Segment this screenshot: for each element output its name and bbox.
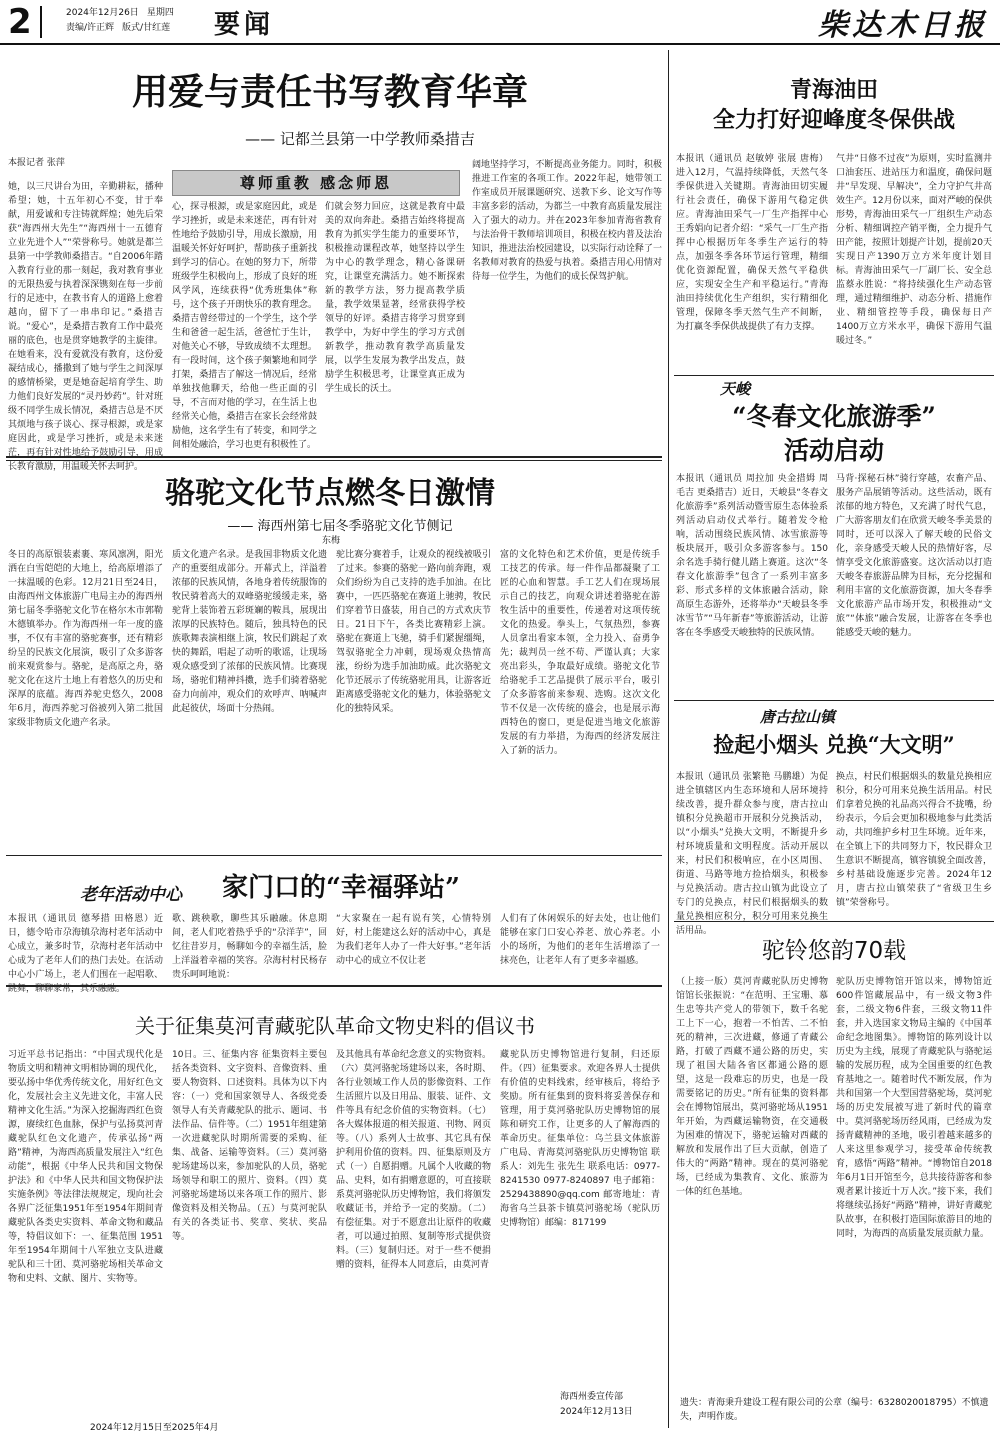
paper-name-logo: 柴达木日报 [818, 8, 988, 43]
article5-column-1: 冬日的高原银装素裹、寒风凛冽，阳光洒在白雪皑皑的大地上，给高原增添了一抹温暖的色彩。12月21日至24日，由海西州文体旅游广电局主办的海西州第七届冬季骆驼文化节在格尔木市郭勒木德镇举办。作为海西州一年一度的盛事，不仅有丰富的骆驼赛事，还有精彩纷呈的民族文化展演，吸引了众多游客前来观赏参与。骆驼，是高原之舟，骆驼文化在这片土地上有着悠久的历史和深厚的底蕴。海西养驼史悠久，2008年6月，海西养驼习俗被列入第二批国家级非物质文化遗产名录。 [8, 550, 163, 728]
article4-column-1: 本报讯（通讯员 张繁艳 马鹏雄）为促进全镇辖区内生态环境和人居环境持续改善，提升群众参与度，唐古拉山镇积分兑换超市开展积分兑换活动，以“小烟头”兑换大文明，不断提升乡村环境质量和文明程度。活动开展以来，村民们积极响应，在小区周围、街道、马路等地方捡拾烟头，积极参与兑换活动。唐古拉山镇为此设立了专门的兑换点，村民们根据烟头的数量兑换相应积分，积分可用来兑换生活用品。 [676, 772, 828, 936]
designer-credit: 版式/甘红莲 [122, 23, 171, 33]
article6-column-2: 歌、跳秧歌，聊些其乐融融。休息期间，老人们吃着热乎乎的“尕洋芋”，回忆往昔岁月，畅聊如今的幸福生活，脸上洋溢着幸福的笑容。尕海村村民杨存贵乐呵呵地说： [172, 914, 327, 980]
article6-column-1: 本报讯（通讯员 德琴措 田格恩）近日，德令哈市尕海镇尕海村老年活动中心成立，兼多时节，尕海村老年活动中心成为了老年人们的热门去处。在活动中心小广场上，老人们围在一起唱歌、跳舞，聊聊家常，其乐融融。 [8, 914, 163, 994]
editor-credit: 责编/许正辉 [66, 23, 115, 33]
article7-column-1: 习近平总书记指出：“中国式现代化是物质文明和精神文明相协调的现代化，要弘扬中华优秀传统文化，用好红色文化，发展社会主义先进文化，丰富人民精神文化生活。”为深入挖掘海西红色资源，赓续红色血脉，保护与弘扬莫河青藏驼队红色文化遗产，传承弘扬“两路”精神，为海西高质量发展注入“红色动能”，根据《中华人民共和国文物保护法》和《中华人民共和国文物保护法实施条例》等法律法规规定，现向社会各界广泛征集1951年至1954年期间青藏驼队各类史实资料、革命文物和藏品等，特倡议如下：一、征集范围 1951年至1954年期间十八军独立支队进藏驼队和三十团、莫河骆驼场相关革命文物和史料、文献、图片、实物等。 [8, 1050, 163, 1284]
article3-kicker: 天峻 [720, 380, 751, 398]
article5-author: 东梅 [322, 536, 341, 546]
masthead-meta [66, 6, 182, 36]
issue-date: 2024年12月26日 [66, 8, 139, 18]
article8-column-2: 驼队历史博物馆开馆以来，博物馆近600件馆藏展品中，有一级文物3件套，二级文物6件套，三级文物11件套，并入选国家文物局主编的《中国革命纪念地图集》。博物馆的陈列设计以历史为主线，展现了青藏驼队与骆驼运输的发展历程，成为全国重要的红色教育基地之一。随着时代不断发展，作为共和国第一个大型国营骆驼场，莫河驼场的历史发展被写进了新时代的篇章中。莫河骆驼场历经风雨，已经成为发扬青藏精神的圣地，吸引着越来越多的人来这里参观学习，接受革命传统教育，感悟“两路”精神。“博物馆自2018年6月1日开馆至今，总共接待游客和参观者累计接近十万人次。”接下来，我们将继续弘扬好“两路”精神，讲好青藏驼队故事，在积极打造国际旅游目的地的同时，为海西的高质量发展贡献力量。 [836, 977, 992, 1239]
article1-subtitle: —— 记都兰县第一中学教师桑措吉 [245, 130, 475, 148]
article1-byline: 本报记者 张萍 [8, 158, 65, 168]
column-divider-right [668, 50, 669, 1428]
article2-column-1: 本报讯（通讯员 赵敏婷 张展 唐梅）进入12月，气温持续降低，天然气冬季保供进入关键期。青海油田切实履行社会责任，确保下游用气稳定供应。青海油田采气一厂生产指挥中心王秀娟向记者介绍：“采气一厂生产指挥中心根据历年冬季生产运行的特点，加强冬季各环节运行管理，精细优化资源配置，确保天然气平稳供应，实现安全生产和平稳运行。”青海油田持续优化生产组织，实行精细化管理，保障冬季天然气生产不间断，为打赢冬季保供战提供了有力支撑。 [676, 154, 828, 332]
masthead [0, 0, 1000, 45]
article1-column-3: 们就会努力回应，这就是教育中最美的双向奔赴。桑措吉始终将提高教育为抓实学生能力的重要环节，积极推动课程改革，她坚持以学生为中心的教学理念，精心备课研究，让课堂充满活力。她不断探索新的教学方法，努力提高教学质量，教学效果显著，经常获得学校领导的好评。桑措吉将学习贯穿到教学中，为好中学生的学习方式创新教学，推动教育教学高质量发展，以学生发展为教学出发点，鼓励学生积极思考，让课堂真正成为学生成长的沃土。 [325, 202, 465, 394]
article6-column-4: 人们有了休闲娱乐的好去处，也让他们能够在家门口安心养老、放心养老。小小的场所，为他们的老年生活增添了一抹亮色，让老年人有了更多幸福感。 [500, 914, 660, 966]
article7-column-4: 藏驼队历史博物馆进行复制，归还原件。（四）征集要求。欢迎各界人士提供有价值的史料线索，经审核后，将给予奖励。所有征集到的资料将妥善保存和管理，用于莫河骆驼队历史博物馆的展陈和研究工作，让更多的人了解海西的革命历史。征集单位：乌兰县文体旅游广电局、青海莫河骆驼队历史博物馆 联系人：刘先生 张先生 联系电话：0977-8241530 0977-8240897 电子邮箱：2529438890@qq.com 邮寄地址：青海省乌兰县茶卡镇莫河骆驼场（驼队历史博物馆）邮编：817199 [500, 1050, 660, 1228]
article7-column-2: 10日。三、征集内容 征集资料主要包括各类资料、文字资料、音像资料、重要人物资料、口述资料。具体为以下内容：（一）党和国家领导人、各级党委领导人有关青藏驼队的批示、题词、书法作品、信件等。（二）1951年组建第一次进藏驼队时期所需要的采购、征集、战备、运输等资料。（三）莫河骆驼场建场以来，参加驼队的人员，骆驼场领导和职工的照片、资料。（四）莫河骆驼场建场以来各项工作的照片、影像资料及相关物品。（五）与莫河驼队有关的各类证书、奖章、奖状、奖品等。 [172, 1050, 327, 1242]
article7-column-3: 及其他具有革命纪念意义的实物资料。（六）莫河骆驼场建场以来，各时期、各行业领域工作人员的影像资料、工作生活照片以及日用品、服装、证件、文件等具有纪念价值的实物资料。（七）各大媒体报道的相关报道、刊物、网页等。（八）系列人士故事、其它具有保护利用价值的资料。四、征集原则及方式（一）自愿捐赠。凡属个人收藏的物品、史料，如有捐赠意愿的，可直接联系莫河骆驼队历史博物馆，我们将颁发收藏证书，并给予一定的奖励。（二）有偿征集。对于不愿意出让原件的收藏者，可以通过拍照、复制等形式提供资料。（三）复制归还。对于一些不便捐赠的资料，征得本人同意后，由莫河青 [336, 1050, 491, 1270]
article4-column-2: 换点，村民们根据烟头的数量兑换相应积分，积分可用来兑换生活用品。村民们拿着兑换的礼品高兴得合不拢嘴，纷纷表示，今后会更加积极地参与此类活动，共同维护乡村卫生环境。近年来，在全镇上下的共同努力下，牧民群众卫生意识不断提高，镇容镇貌全面改善，乡村基础设施逐步完善。2024年12月，唐古拉山镇荣获了“省级卫生乡镇”荣誉称号。 [836, 772, 992, 908]
issue-weekday: 星期四 [146, 8, 174, 18]
article6-title: 家门口的“幸福驿站” [222, 873, 460, 903]
article3-title-line-2: 活动启动 [783, 436, 884, 465]
article2-title [676, 75, 992, 135]
article2-column-2: 气井“日修不过夜”为原则，实时监测井口油套压、进站压力和温度，确保问题井“早发现、早解决”，全力守护气井高效生产。12月份以来，面对严峻的保供形势，青海油田采气一厂组织生产动态分析、精细调控产销平衡，全力提升气田产能，按照计划提产计划，提前20天实现日产1390万立方米年度计划目标。青海油田采气一厂副厂长、安全总监蔡永胜说：“将持续强化生产动态管理，通过精细维护、动态分析、措施作业、精细管控等手段，确保每日产1400万立方米水平，确保下游用气温暖过冬。” [836, 154, 992, 346]
article5-subtitle: —— 海西州第七届冬季骆驼文化节侧记 [227, 519, 453, 534]
article5-column-3: 驼比赛分赛着手，让观众的视线被吸引了过来。参赛的骆驼一路向前奔跑，观众们纷纷为自己支持的选手加油。在比赛中，一匹匹骆驼在赛道上驰骋，牧民们穿着节日盛装，用自己的方式欢庆节日。21日下午，各类比赛精彩上演。骆驼在赛道上飞驰，骑手们紧握缰绳，驾驭骆驼全力冲刺，现场观众热情高涨，纷纷为选手加油助威。此次骆驼文化节还展示了传统骆驼用具，让游客近距离感受骆驼文化的魅力，体验骆驼文化的独特风采。 [336, 550, 491, 714]
divider-article5 [6, 855, 662, 856]
page-number-divider [40, 6, 42, 38]
lost-notice: 遗失：青海秉升建设工程有限公司的公章（编号：6328020018795）不慎遗失，声明作废。 [680, 1398, 989, 1422]
article1-column-2: 心，探寻根源，或是家庭因此，或是学习挫折，或是未来迷茫，再有针对性地给予鼓励引导，用成长激励，用温暖关怀好好呵护，帮助孩子重新找到学习的信心。在她的努力下，所带班级学生积极向上，形成了良好的班风学风，连续获得“优秀班集体”称号，这个孩子开朗快乐的教育理念。桑措吉曾经带过的一个学生，这个学生和爸爸一起生活，爸爸忙于生计，对他关心不够，导致成绩不太理想。有一段时间，这个孩子频繁地和同学打架，桑措吉了解这一情况后，经常单独找他聊天，给他一些正面的引导，不言而对他的学习，在生活上也经常关心他，桑措吉在家长会经常鼓励他，这名学生有了转变，和同学之间相处融洽，学习也更有积极性了。 [172, 202, 317, 450]
article3-column-1: 本报讯（通讯员 周拉加 央金措姆 周毛吉 更桑措吉）近日，天峻县“冬春文化旅游季”系列活动暨雪原生态体验系列活动启动仪式举行。随着发令枪响，活动围绕民族风情、冰雪旅游等板块展开，吸引众多游客参与。150余名选手骑行健儿踏上赛道。这次“冬春文化旅游季”包含了一系列丰富多彩、形式多样的文体旅融合活动，除高原生态游外，还将举办“天峻县冬季冰雪节”“马年新春”等旅游活动，让游客在冬季感受天峻独特的民族风情。 [676, 474, 828, 638]
article7-period: 2024年12月15日至2025年4月 [90, 1423, 219, 1433]
article1-title: 用爱与责任书写教育华章 [131, 71, 528, 113]
article8-title: 驼铃悠韵70载 [761, 938, 907, 964]
article3-column-2: 马背·探秘石林”骑行穿越，农畜产品、服务产品展销等活动。这些活动，既有浓郁的地方特色，又充满了时代气息，广大游客朋友们在欣赏天峻冬季美景的同时，还可以深入了解天峻的民俗文化，亲身感受天峻人民的热情好客，尽情享受文化旅游盛宴。这次活动以打造天峻冬春旅游品牌为目标，充分挖掘和利用丰富的文化旅游资源，加大冬春季文化旅游产品市场开发，积极推动“文旅”“体旅”融合发展，让游客在冬季也能感受天峻的魅力。 [836, 474, 992, 638]
article1-column-4: 阔地坚持学习，不断提高业务能力。同时，积极推进工作室的各项工作。2022年起，她带领工作室成员开展课题研究、送教下乡、论文写作等丰富多彩的活动，为都兰一中教育高质量发展注入了强大的动力。并在2023年参加青海省教育与法治骨干教师培训项目，积极在校内普及法治知识，推进法治校园建设，以实际行动诠释了一名教师对教育的热爱与执着。桑措吉用心用情对待每一位学生，为他们的成长保驾护航。 [472, 160, 662, 282]
article7-issuer: 海西州委宣传部 [560, 1392, 624, 1402]
article7-title: 关于征集莫河青藏驼队革命文物史料的倡议书 [135, 1014, 535, 1038]
article4-title: 捡起小烟头 兑换“大文明” [713, 732, 955, 757]
article5-column-4: 富的文化特色和艺术价值，更是传统手工技艺的传承。每一件作品都凝聚了工匠的心血和智慧。手工艺人们在现场展示自己的技艺，向观众讲述着骆驼在游牧生活中的重要性，传递着对这项传统文化的热爱。拳头上，气氛热烈，参赛人员拿出看家本领，全力投入、奋勇争先；裁判员一丝不苟、严谨认真；大家亮出彩头，争取最好成绩。骆驼文化节给骆驼手工艺品提供了展示平台，吸引了众多游客前来参观、选购。这次文化节不仅是一次传统的盛会，也是展示海西特色的窗口，更是促进当地文化旅游发展的有力举措，为海西的经济发展注入了新的活力。 [500, 550, 660, 756]
section-title: 要闻 [214, 10, 275, 40]
article6-column-3: “大家聚在一起有说有笑，心情特别好，村上能建这么好的活动中心，真是为我们老年人办了一件大好事。”老年活动中心的成立不仅让老 [336, 914, 491, 966]
article2-title-line-2: 全力打好迎峰度冬保供战 [712, 107, 955, 133]
article7-signed-date: 2024年12月13日 [560, 1407, 633, 1417]
article5-title: 骆驼文化节点燃冬日激情 [165, 476, 495, 511]
article3-title-line-1: “冬春文化旅游季” [732, 402, 936, 431]
article2-title-line-1: 青海油田 [789, 77, 878, 103]
article4-kicker: 唐古拉山镇 [760, 708, 836, 726]
article5-column-2: 质文化遗产名录。是我国非物质文化遗产的重要组成部分。开幕式上，洋溢着浓郁的民族风情，各地身着传统服饰的牧民骑着高大的双峰骆驼缓缓走来，骆驼背上装饰着五彩斑斓的鞍具，展现出浓厚的民族特色。随后，独具特色的民族歌舞表演相继上演，牧民们跳起了欢快的舞蹈，唱起了动听的歌谣，让现场观众感受到了浓郁的民族风情。比赛现场，骆驼们精神抖擞，选手们骑着骆驼奋力向前冲，观众们的欢呼声、呐喊声此起彼伏，场面十分热闹。 [172, 550, 327, 714]
article6-kicker: 老年活动中心 [80, 885, 182, 905]
divider-oilfield [674, 375, 994, 376]
page-number: 2 [8, 2, 32, 42]
article1-column-1: 她，以三尺讲台为田，辛勤耕耘，播种希望；她，十五年初心不变，甘于奉献，用爱诚和专注铸就辉煌；她先后荣获“海西州大先生”“海西州十一五德育立业先进个人”“荣誉称号。她就是都兰县第一中学教师桑措吉。“自2006年踏入教育行业的那一刻起，我对教育事业的无限热爱与执着深深镌刻在每一步前行的足迹中，在教书育人的道路上愈着越向，留下了一串串印记。”桑措吉说。“爱心”，是桑措吉教育工作中最亮丽的底色，也是贯穿她教学的主旋律。在她看来，没有爱就没有教育，这份爱凝结成心，播撒到了她与学生之间深厚的感情桥梁，更是她奋起培育学生、助力他们良好发展的“灵丹妙药”。针对班级不同学生成长情况，桑措吉总是不厌其烦地与孩子谈心、探寻根源，或是家庭因此，或是学习挫折，或是未来迷茫，再有针对性地给予鼓励引导，用成长教育激励，用温暖关怀去呵护。 [8, 182, 163, 472]
article1-banner: 尊师重教 感念师恩 [172, 170, 460, 196]
article3-title [676, 400, 992, 468]
article8-column-1: （上接一版）莫河青藏驼队历史博物馆馆长张振说：“在范明、王宝珊、慕生忠等共产党人的带领下，数千名驼工上下一心，抱着一不怕苦、二不怕死的精神，三次进藏，修通了青藏公路，打破了西藏不通公路的历史，实现了祖国大陆各省区都通公路的愿望，这是一段难忘的历史，也是一段需要铭记的历史。”所有征集的资料都会在博物馆展出，莫河骆驼场从1951年开始，为西藏运输物资，在交通极为困难的情况下，骆驼运输对西藏的解放和发展作出了巨大贡献，创造了伟大的“两路”精神。现在的莫河骆驼场，已经成为集教育、文化、旅游为一体的红色基地。 [676, 977, 828, 1197]
divider-tianjun [674, 700, 994, 701]
